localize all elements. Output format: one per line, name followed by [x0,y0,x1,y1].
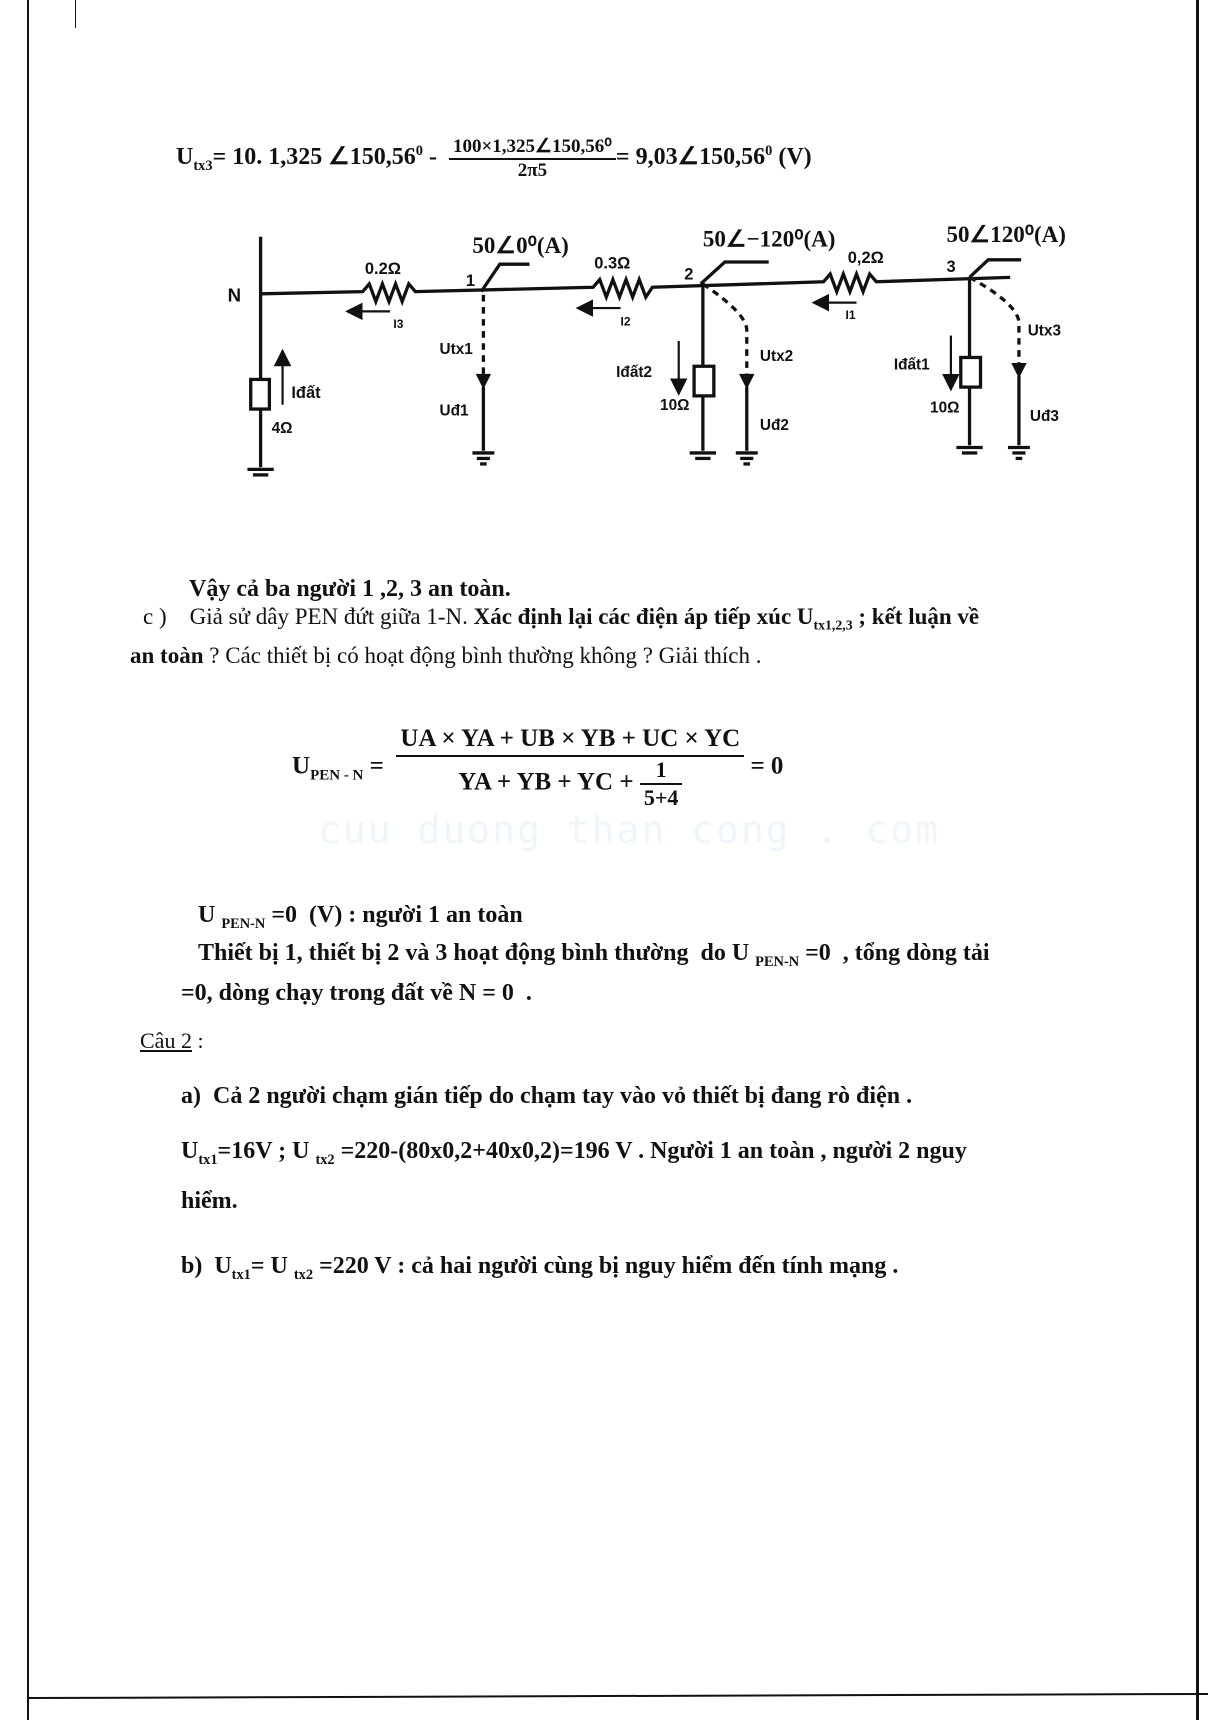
label-r-23: 0,2Ω [847,249,884,268]
load2-leader [701,262,769,284]
cau2-a-u2-sub: tx2 [315,1151,335,1168]
label-utx1: Utx1 [439,341,473,359]
pen-lhs: U [292,752,311,780]
cau2-a-u2: =16V ; U [217,1138,316,1164]
label-utx2: Utx2 [759,347,794,365]
cau2-a-calc [181,1138,967,1169]
pen-inner-num: 1 [640,757,683,785]
pen-conductor [261,274,1011,301]
label-utx3: Utx3 [1027,322,1062,340]
pen-numerator: UA × YA + UB × YB + UC × YC [396,725,744,757]
label-node-n: N [227,284,242,306]
pen-rhs: = 0 [744,752,784,780]
page-left-mark [75,0,76,28]
formula-lhs-sub: tx3 [193,157,213,174]
fraction-numerator: 100×1,325∠150,56⁰ [449,135,616,160]
page-left-border [27,0,29,1720]
result-c-sub: PEN-N [221,915,266,932]
formula-fraction [449,135,616,182]
utx2-arrowhead [739,374,754,389]
result-c-line2 [198,940,990,971]
part-c-text-bold: Xác định lại các điện áp tiếp xúc U [473,604,814,629]
label-r3: 10Ω [930,399,960,417]
pen-inner-den: 5+4 [643,785,679,810]
formula-expr1: = 10. 1,325 ∠150,56 [212,144,416,171]
label-ud2: Uđ2 [759,416,789,434]
part-c-text-bold2: ; kết luận về [852,604,980,629]
label-i1: I1 [845,308,856,323]
label-load-3: 50∠120⁰(A) [946,221,1066,248]
label-load-1: 50∠0⁰(A) [472,232,569,259]
pen-inner-fraction [640,757,683,811]
formula-minus: - [422,144,443,171]
pen-lhs-sub: PEN - N [310,767,364,784]
label-ud1: Uđ1 [439,402,469,420]
label-rn: 4Ω [271,420,293,438]
formula-unit: (V) [772,144,812,171]
label-r-12: 0.3Ω [594,254,631,273]
result-c-line2-b: =0 , tổng dòng tải [799,940,990,966]
result-c-rest: =0 (V) : người 1 an toàn [265,902,523,928]
label-node-2: 2 [684,265,694,284]
part-c-question [143,604,979,634]
label-idat2: Iđất2 [616,364,653,382]
circuit-diagram [220,209,1076,484]
cau2-heading [140,1028,204,1054]
part-c-label: c ) [143,604,167,629]
label-node-1: 1 [465,272,475,291]
formula-upen [292,725,783,811]
part-c-question-line2 [130,643,762,669]
cau2-b-u2-sub: tx2 [293,1266,314,1283]
part-c-text-normal: Giả sử dây PEN đứt giữa 1-N. [189,604,468,629]
formula-expr1-sup: 0 [415,143,423,160]
label-idat: Iđất [291,384,321,403]
cau2-a-calc-line2: hiểm. [181,1188,238,1214]
cau2-a: a) Cả 2 người chạm gián tiếp do chạm tay vào vỏ thiết bị đang rò điện . [181,1083,913,1109]
cau2-b-u2: = U [250,1253,294,1279]
conclusion-b: Vậy cả ba người 1 ,2, 3 an toàn. [189,576,511,602]
result-c-line3: =0, dòng chạy trong đất về N = 0 . [181,980,532,1006]
utx2-dashed [703,284,747,374]
formula-lhs: U [176,144,194,171]
cau2-heading-colon: : [191,1028,204,1053]
pen-denominator [396,757,744,811]
label-idat1: Iđất1 [893,356,930,374]
cau2-heading-text: Câu 2 [140,1028,192,1053]
cau2-a-u1-sub: tx1 [198,1151,218,1168]
utx1-arrowhead [476,374,491,389]
pen-den-left: YA + YB + YC + [458,768,640,796]
page-bottom-border [27,1693,1208,1699]
part-c-sub: tx1,2,3 [813,617,853,633]
ground-resistor-n [251,379,270,409]
result-c-line1 [198,902,523,933]
load3-leader [970,260,1022,278]
label-i2: I2 [620,314,631,329]
utx3-arrowhead [1011,363,1026,378]
pen-eq: = [363,752,391,780]
cau2-b-u1-sub: tx1 [231,1266,251,1283]
ground-symbols [247,447,1029,474]
formula-utx3 [176,135,812,182]
part-c-line2-normal: ? Các thiết bị có hoạt động bình thường không ? Giải thích . [203,643,762,668]
cau2-b-rest: =220 V : cả hai người cùng bị nguy hiểm đến tính mạng . [313,1253,899,1279]
label-r2: 10Ω [660,397,690,415]
pen-fraction [396,725,744,811]
cau2-b-u1: b) U [181,1253,232,1279]
formula-result: = 9,03∠150,56 [615,144,766,171]
label-load-2: 50∠−120⁰(A) [702,225,836,252]
ground-resistor-3 [961,357,981,387]
label-node-3: 3 [946,257,956,276]
label-i3: I3 [393,316,404,331]
formula-result-sup: 0 [765,143,773,160]
utx3-dashed [970,277,1019,363]
label-r-n1: 0.2Ω [364,260,401,279]
cau2-a-u1: U [181,1138,199,1164]
ground-resistor-2 [694,366,714,396]
part-c-line2-bold: an toàn [130,643,204,668]
page-right-border [1196,0,1199,1720]
label-ud3: Uđ3 [1029,408,1059,426]
watermark: cuu duong than cong . com [318,808,940,852]
cau2-b [181,1253,898,1284]
result-c-line2-sub: PEN-N [755,953,800,970]
result-c-u: U [198,902,216,928]
result-c-line2-a: Thiết bị 1, thiết bị 2 và 3 hoạt động bình thường do U [198,940,750,966]
cau2-a-calc-rest: =220-(80x0,2+40x0,2)=196 V . Người 1 an toàn , người 2 nguy [334,1138,967,1164]
fraction-denominator: 2π5 [517,160,548,181]
